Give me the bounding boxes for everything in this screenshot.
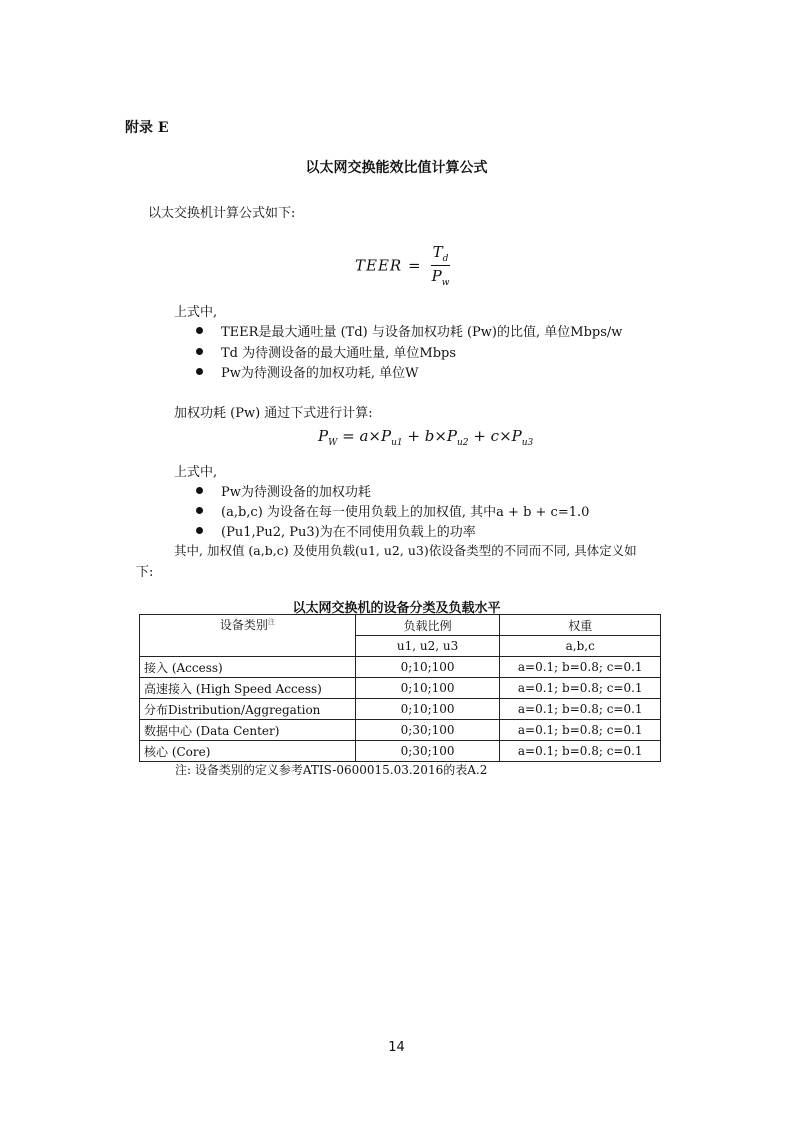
table-row — [140, 678, 661, 699]
cell-weight: a=0.1; b=0.8; c=0.1 — [500, 678, 661, 699]
pw-term-1: = a×P — [342, 427, 392, 445]
where-label-1: 上式中, — [174, 305, 218, 320]
bullet-icon — [196, 527, 203, 534]
header-category-label: 设备类别 — [219, 618, 268, 632]
teer-formula-lhs: TEER = — [355, 256, 422, 275]
bullet-item — [196, 362, 419, 381]
header-weight-sub: a,b,c — [500, 636, 661, 657]
pw-lhs-var: P — [318, 427, 329, 445]
bullet-icon — [196, 327, 203, 334]
bullet-icon — [196, 348, 203, 355]
bullet-icon — [196, 507, 203, 514]
bullet-text: (Pu1,Pu2, Pu3)为在不同使用负载上的功率 — [221, 525, 476, 540]
table-row — [140, 720, 661, 741]
table-title: 以太网交换机的设备分类及负载水平 — [292, 601, 501, 616]
cell-category: 分布Distribution/Aggregation — [140, 699, 356, 720]
cell-load: 0;30;100 — [355, 741, 500, 762]
bullet-item — [196, 501, 589, 520]
bullet-text: Pw为待测设备的加权功耗 — [221, 485, 371, 500]
paragraph-line-2: 下: — [136, 565, 154, 580]
teer-formula — [355, 243, 475, 287]
section-title: 以太网交换能效比值计算公式 — [305, 160, 488, 176]
cell-weight: a=0.1; b=0.8; c=0.1 — [500, 741, 661, 762]
numerator-var: T — [432, 243, 443, 261]
cell-weight: a=0.1; b=0.8; c=0.1 — [500, 657, 661, 678]
bullet-item — [196, 321, 622, 340]
pw-lhs-sub: W — [328, 438, 338, 448]
intro-text: 以太交换机计算公式如下: — [148, 206, 296, 221]
bullet-text: (a,b,c) 为设备在每一使用负载上的加权值, 其中a + b + c=1.0 — [221, 505, 590, 520]
cell-category: 数据中心 (Data Center) — [140, 720, 356, 741]
pw-intro-text: 加权功耗 (Pw) 通过下式进行计算: — [174, 406, 373, 421]
device-load-table — [139, 614, 661, 762]
cell-load: 0;10;100 — [355, 699, 500, 720]
header-category — [140, 615, 356, 657]
pw-term-2-sub: u2 — [457, 438, 469, 448]
denominator-var: P — [431, 267, 442, 285]
pw-term-1-sub: u1 — [391, 438, 403, 448]
bullet-item — [196, 521, 476, 540]
bullet-item — [196, 481, 371, 500]
cell-weight: a=0.1; b=0.8; c=0.1 — [500, 720, 661, 741]
cell-load: 0;10;100 — [355, 657, 500, 678]
cell-weight: a=0.1; b=0.8; c=0.1 — [500, 699, 661, 720]
bullet-text: Td 为待测设备的最大通吐量, 单位Mbps — [221, 346, 457, 361]
paragraph-line-1: 其中, 加权值 (a,b,c) 及使用负载(u1, u2, u3)依设备类型的不同而不同, 具体定义如 — [174, 543, 637, 558]
header-load: 负载比例 — [355, 615, 500, 636]
cell-category: 高速接入 (High Speed Access) — [140, 678, 356, 699]
teer-numerator — [431, 243, 451, 266]
bullet-item — [196, 342, 456, 361]
page-number: 14 — [388, 1040, 405, 1055]
pw-term-3-sub: u3 — [521, 438, 534, 448]
header-category-note-mark: 注 — [267, 618, 275, 626]
bullet-icon — [196, 487, 203, 494]
denominator-sub: w — [441, 278, 450, 288]
table-row — [140, 657, 661, 678]
bullet-icon — [196, 368, 203, 375]
teer-fraction — [431, 243, 451, 288]
teer-denominator — [432, 266, 450, 288]
cell-load: 0;10;100 — [355, 678, 500, 699]
numerator-sub: d — [442, 254, 449, 264]
pw-formula — [318, 427, 533, 448]
table-row — [140, 699, 661, 720]
cell-load: 0;30;100 — [355, 720, 500, 741]
header-load-sub: u1, u2, u3 — [355, 636, 500, 657]
cell-category: 接入 (Access) — [140, 657, 356, 678]
table-header-row — [140, 615, 661, 636]
bullet-text: Pw为待测设备的加权功耗, 单位W — [221, 366, 419, 381]
bullet-text: TEER是最大通吐量 (Td) 与设备加权功耗 (Pw)的比值, 单位Mbps/w — [221, 325, 623, 340]
appendix-label: 附录 E — [125, 120, 169, 136]
table-row — [140, 741, 661, 762]
pw-term-2: + b×P — [407, 427, 458, 445]
pw-term-3: + c×P — [473, 427, 522, 445]
cell-category: 核心 (Core) — [140, 741, 356, 762]
header-weight: 权重 — [500, 615, 661, 636]
table-note: 注: 设备类别的定义参考ATIS-0600015.03.2016的表A.2 — [175, 763, 488, 777]
where-label-2: 上式中, — [174, 465, 218, 480]
